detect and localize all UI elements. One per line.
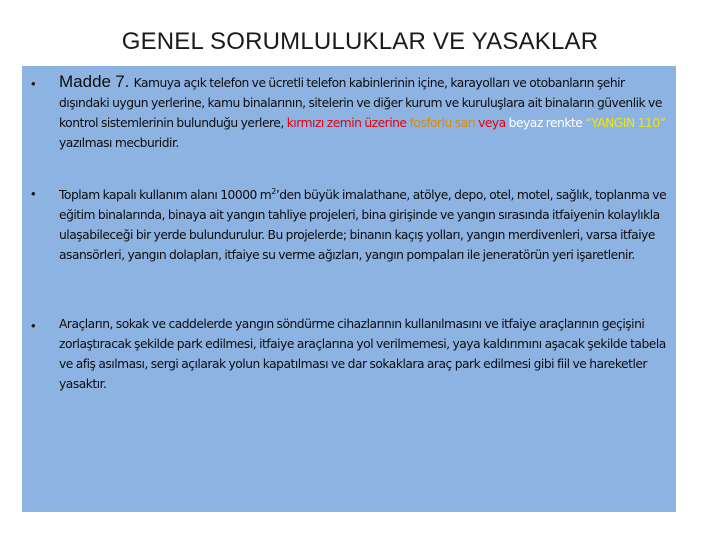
bullet-marker: • (31, 318, 36, 333)
bullet-marker: • (31, 76, 36, 91)
article-body-text: Kamuya açık telefon ve ücretli telefon kabinlerinin içine, karayolları ve otobanların şehir dışındaki uygun yerlerine, kamu binalarının, sitelerin ve diğer kurum ve kuruluşlara ait binaların güvenlik ve kontrol sistemlerinin bulunduğu yerlere, (59, 76, 662, 130)
article-end-text: yazılması mecburidir. (59, 136, 179, 150)
yellow-highlight-text: “YANGIN 110” (585, 116, 666, 130)
bullet-text: Madde 7. Kamuya açık telefon ve ücretli telefon kabinlerinin içine, karayolları ve otobanların şehir dışındaki uygun yerlerine, kamu binalarının, sitelerin ve diğer kurum ve kuruluşlara ait binaların güvenlik ve kontrol sistemlerinin bulunduğu yerlere, kırmızı zemin üzerine fosforlu sarı veya beyaz renkte “YANGIN 110” yazılması mecburidir. (59, 72, 666, 150)
bullet-text: Toplam kapalı kullanım alanı 10000 $m^2’den$ büyük imalathane, atölye, depo, otel, motel, sağlık, toplanma ve eğitim binalarında, binaya ait yangın tahliye projeleri, bina girişinde ve yangın sırasında itfaiyenin kolaylıkla ulaşabileceği bir yerde bulundurulur. Bu projelerde; binanın kaçış yolları, yangın merdivenleri, varsa itfaiye asansörleri, yangın dolapları, itfaiye su verme ağızları, yangın pompaları ile jeneratörün yeri işaretlenir. (59, 187, 667, 263)
amber-highlight-text: fosforlu sarı (409, 116, 476, 130)
bullet-text: Araçların, sokak ve caddelerde yangın söndürme cihazlarının kullanılmasını ve itfaiye araçlarının geçişini zorlaştıracak şekilde park edilmesi, itfaiye araçlarına yol verilmemesi, yaya kaldırımını aşacak şekilde tabela ve afiş asılması, sergi açılarak yolun kapatılması ve dar sokaklara araç park edilmesi gibi fiil ve hareketler yasaktır. (59, 317, 666, 391)
content-panel (22, 66, 676, 512)
bullet-marker: • (31, 186, 36, 201)
article-label: Madde 7 (59, 72, 125, 91)
superscript-2: 2 (271, 187, 276, 196)
slide-title: GENEL SORUMLULUKLAR VE YASAKLAR (121, 28, 599, 55)
white-highlight-text: beyaz renkte (508, 116, 583, 130)
red-or-text: veya (478, 116, 506, 130)
red-highlight-text: kırmızı zemin üzerine (286, 116, 407, 130)
